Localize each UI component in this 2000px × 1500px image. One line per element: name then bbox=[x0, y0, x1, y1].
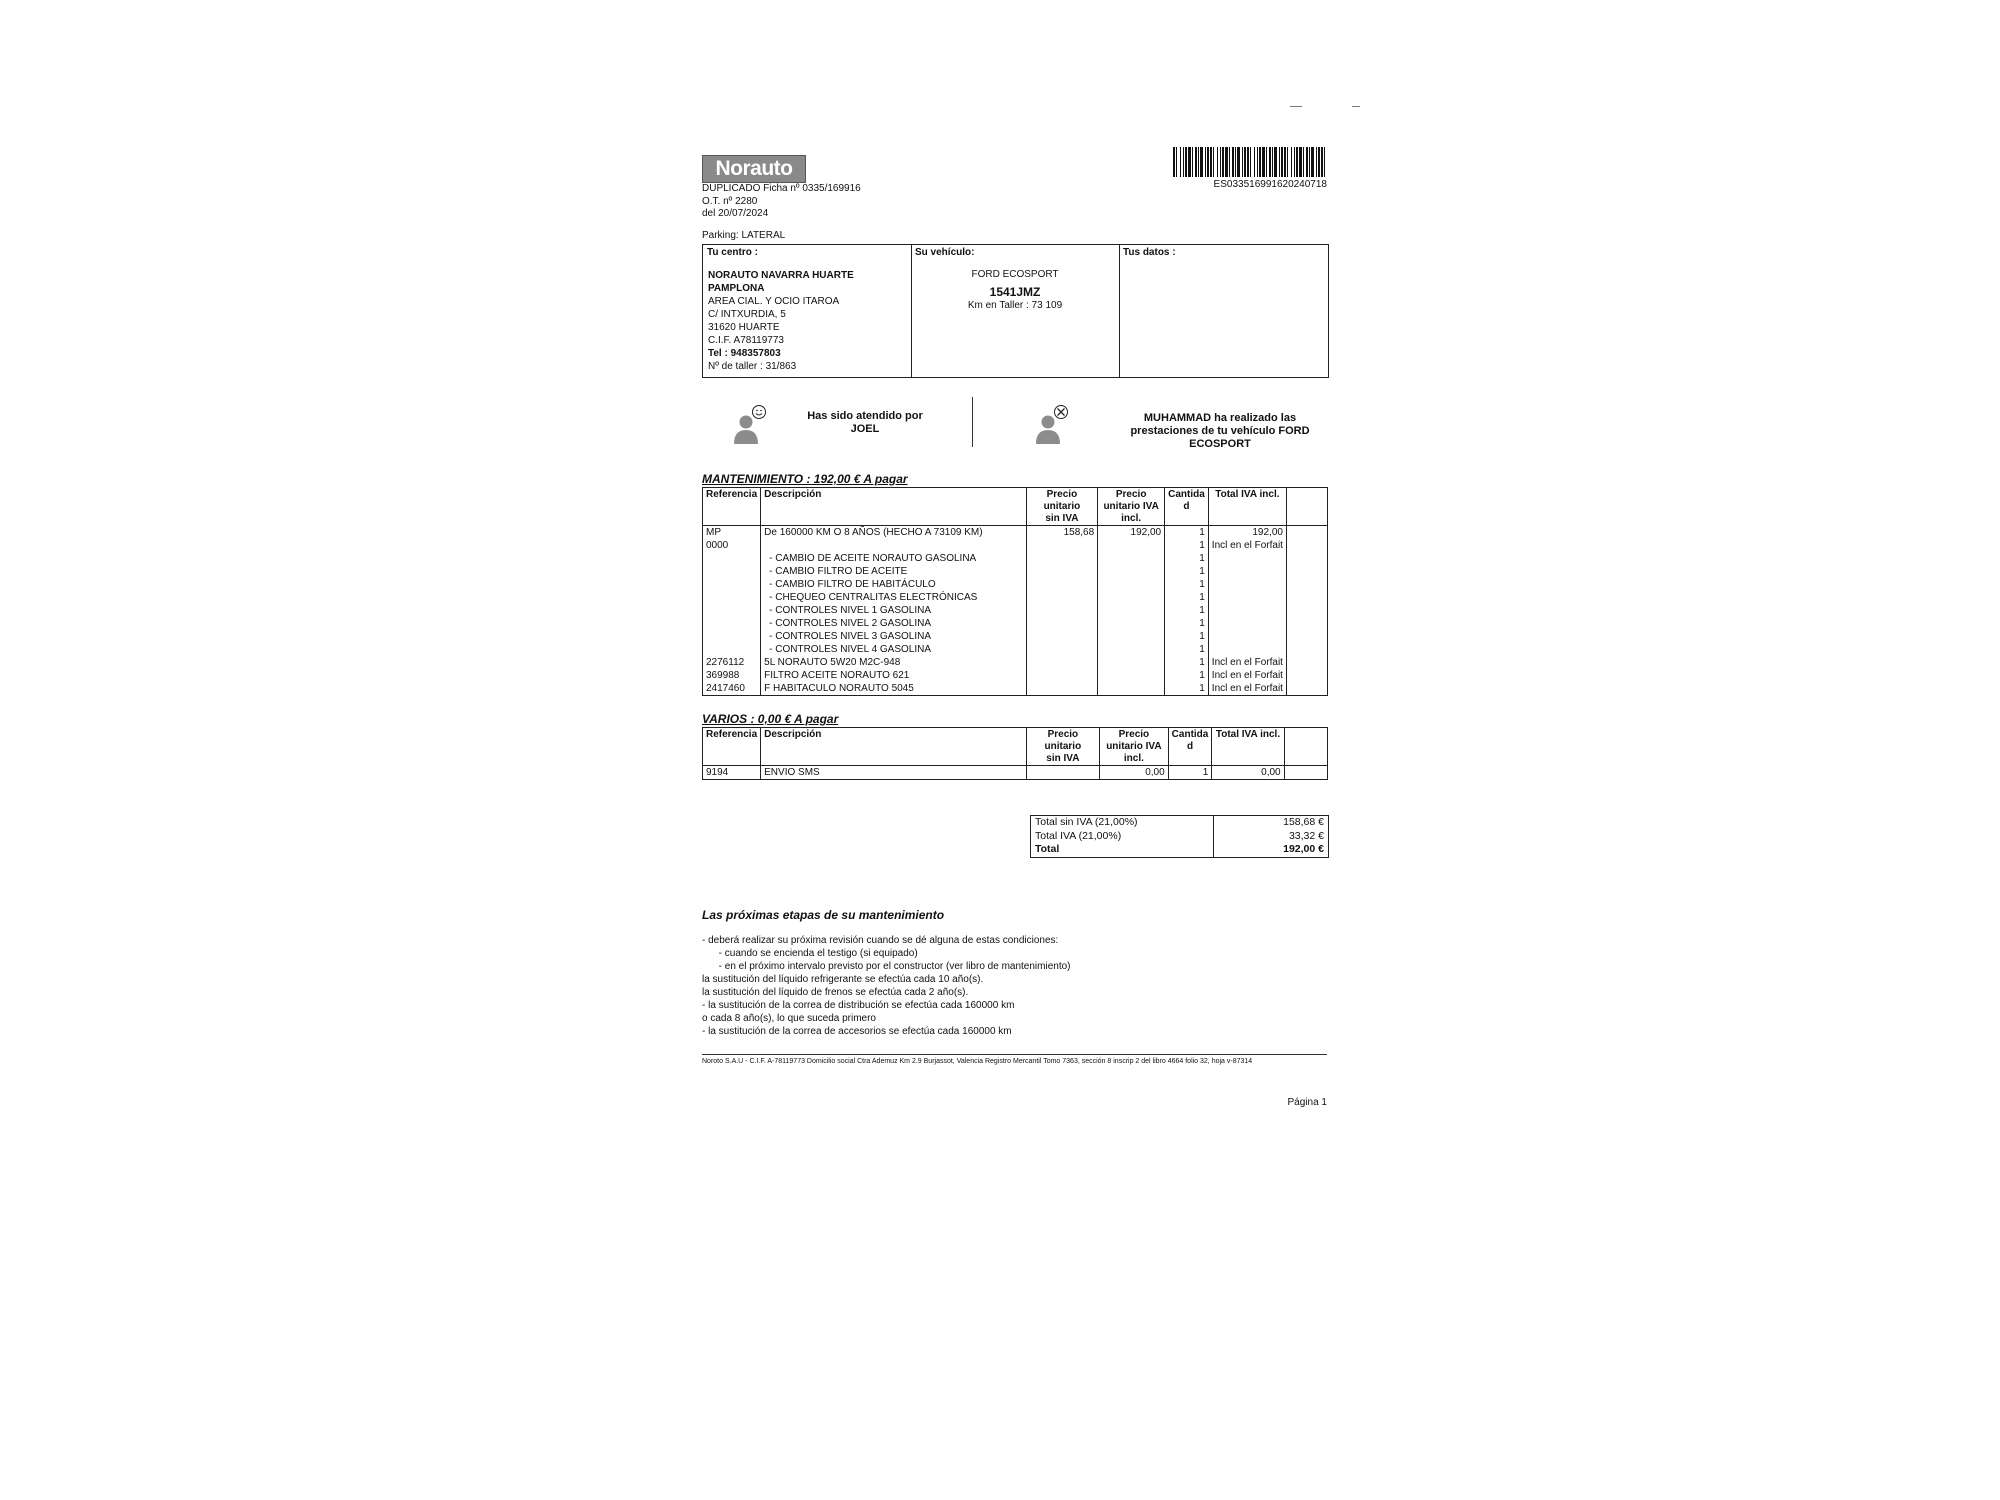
table-row bbox=[703, 604, 1328, 617]
cell-descripcion: F HABITACULO NORAUTO 5045 bbox=[761, 682, 1026, 696]
date-line: del 20/07/2024 bbox=[702, 208, 769, 219]
cell-referencia: 9194 bbox=[703, 766, 761, 780]
mechanic-tools-icon bbox=[1036, 402, 1068, 444]
cell-total bbox=[1208, 617, 1286, 630]
barcode-number: ES033516991620240718 bbox=[1213, 179, 1327, 190]
parking-line: Parking: LATERAL bbox=[702, 230, 786, 241]
cell-precio-sin-iva bbox=[1026, 552, 1098, 565]
cell-descripcion: - CONTROLES NIVEL 4 GASOLINA bbox=[761, 643, 1026, 656]
cell-precio-sin-iva bbox=[1026, 766, 1099, 780]
cell-cantidad: 1 bbox=[1165, 591, 1209, 604]
invoice-page bbox=[500, 0, 1530, 1500]
cell-precio-sin-iva bbox=[1026, 565, 1098, 578]
cell-descripcion: - CONTROLES NIVEL 1 GASOLINA bbox=[761, 604, 1026, 617]
table-header bbox=[703, 728, 1328, 766]
cell-precio-con-iva bbox=[1098, 591, 1165, 604]
cell-total: 0,00 bbox=[1212, 766, 1284, 780]
technician-line1: MUHAMMAD ha realizado las bbox=[1143, 412, 1297, 424]
ot-line: O.T. nº 2280 bbox=[702, 195, 758, 207]
cell-empty bbox=[1286, 669, 1327, 682]
cell-precio-sin-iva bbox=[1026, 630, 1098, 643]
centro-postcode: 31620 HUARTE bbox=[708, 322, 780, 333]
cell-referencia bbox=[703, 565, 761, 578]
col-empty bbox=[1286, 488, 1327, 526]
cell-descripcion: - CONTROLES NIVEL 2 GASOLINA bbox=[761, 617, 1026, 630]
vehiculo-column bbox=[911, 245, 1120, 377]
table-row bbox=[703, 552, 1328, 565]
cell-precio-sin-iva bbox=[1026, 578, 1098, 591]
col-descripcion: Descripción bbox=[761, 488, 1026, 526]
cell-cantidad: 1 bbox=[1165, 643, 1209, 656]
total-iva-row: Total IVA (21,00%) 33,32 € bbox=[1031, 830, 1328, 844]
cell-precio-sin-iva bbox=[1026, 617, 1098, 630]
info-box bbox=[702, 244, 1329, 378]
centro-title: Tu centro : bbox=[707, 247, 758, 258]
table-row bbox=[703, 682, 1328, 696]
cell-precio-con-iva: 192,00 bbox=[1098, 526, 1165, 540]
table-row bbox=[703, 766, 1328, 780]
attended-by bbox=[790, 410, 940, 436]
cell-precio-con-iva bbox=[1098, 656, 1165, 669]
next-steps-title: Las próximas etapas de su mantenimiento bbox=[702, 908, 945, 922]
next-step-line: la sustitución del líquido refrigerante se efectúa cada 10 año(s). bbox=[702, 974, 984, 985]
col-precio-sin-iva: Precio unitario sin IVA bbox=[1026, 728, 1099, 766]
cell-precio-con-iva bbox=[1098, 617, 1165, 630]
cell-precio-sin-iva bbox=[1026, 591, 1098, 604]
footer-rule bbox=[702, 1054, 1327, 1055]
cell-referencia bbox=[703, 630, 761, 643]
cell-cantidad: 1 bbox=[1165, 617, 1209, 630]
col-cantidad: Cantida d bbox=[1165, 488, 1209, 526]
cell-precio-con-iva bbox=[1098, 630, 1165, 643]
cell-descripcion: ENVIO SMS bbox=[761, 766, 1027, 780]
cell-referencia bbox=[703, 578, 761, 591]
cell-descripcion: - CAMBIO DE ACEITE NORAUTO GASOLINA bbox=[761, 552, 1026, 565]
cell-referencia bbox=[703, 552, 761, 565]
cell-descripcion: - CAMBIO FILTRO DE ACEITE bbox=[761, 565, 1026, 578]
vehicle-plate: 1541JMZ bbox=[989, 285, 1041, 299]
cell-precio-con-iva bbox=[1098, 578, 1165, 591]
scan-mark bbox=[1352, 106, 1360, 107]
table-row bbox=[703, 526, 1328, 540]
technician-info bbox=[1120, 412, 1320, 451]
centro-cif: C.I.F. A78119773 bbox=[708, 335, 784, 346]
cell-precio-con-iva bbox=[1098, 669, 1165, 682]
next-step-line: - cuando se encienda el testigo (si equipado) bbox=[702, 948, 918, 959]
cell-cantidad: 1 bbox=[1165, 526, 1209, 540]
person-smile-icon bbox=[734, 402, 766, 444]
next-step-line: - la sustitución de la correa de accesorios se efectúa cada 160000 km bbox=[702, 1026, 1012, 1037]
document-header bbox=[702, 183, 861, 221]
col-total: Total IVA incl. bbox=[1212, 728, 1284, 766]
cell-empty bbox=[1286, 552, 1327, 565]
next-step-line: la sustitución del líquido de frenos se efectúa cada 2 año(s). bbox=[702, 987, 969, 998]
attended-name: JOEL bbox=[850, 423, 880, 435]
company-footer: Noroto S.A.U - C.I.F. A-78119773 Domicilio social Ctra Ademuz Km 2.9 Burjassot, Valencia Registro Mercantil Tomo 7363, sección 8 inscrip 2 del libro 4664 folio 32, hoja v-87314 bbox=[702, 1058, 1253, 1065]
cell-precio-sin-iva bbox=[1026, 643, 1098, 656]
cell-referencia bbox=[703, 604, 761, 617]
table-header bbox=[703, 488, 1328, 526]
datos-title: Tus datos : bbox=[1123, 247, 1176, 258]
cell-cantidad: 1 bbox=[1165, 565, 1209, 578]
table-row bbox=[703, 578, 1328, 591]
cell-referencia bbox=[703, 643, 761, 656]
centro-address: AREA CIAL. Y OCIO ITAROA bbox=[708, 296, 840, 307]
cell-cantidad: 1 bbox=[1165, 656, 1209, 669]
cell-descripcion: - CONTROLES NIVEL 3 GASOLINA bbox=[761, 630, 1026, 643]
scan-mark bbox=[1290, 106, 1302, 107]
cell-total: Incl en el Forfait bbox=[1208, 656, 1286, 669]
table-row bbox=[703, 539, 1328, 552]
cell-precio-sin-iva bbox=[1026, 604, 1098, 617]
mantenimiento-table bbox=[702, 487, 1328, 696]
cell-empty bbox=[1284, 766, 1327, 780]
next-step-line: o cada 8 año(s), lo que suceda primero bbox=[702, 1013, 876, 1024]
col-precio-con-iva: Precio unitario IVA incl. bbox=[1098, 488, 1165, 526]
cell-precio-sin-iva: 158,68 bbox=[1026, 526, 1098, 540]
mantenimiento-title: MANTENIMIENTO : 192,00 € A pagar bbox=[702, 472, 908, 486]
varios-table bbox=[702, 727, 1328, 780]
cell-descripcion: De 160000 KM O 8 AÑOS (HECHO A 73109 KM) bbox=[761, 526, 1026, 540]
cell-referencia bbox=[703, 591, 761, 604]
centro-city: PAMPLONA bbox=[708, 283, 765, 294]
cell-referencia: 0000 bbox=[703, 539, 761, 552]
cell-empty bbox=[1286, 578, 1327, 591]
technician-line3: ECOSPORT bbox=[1189, 438, 1251, 450]
vehiculo-title: Su vehículo: bbox=[915, 247, 975, 258]
cell-empty bbox=[1286, 682, 1327, 696]
col-referencia: Referencia bbox=[703, 728, 761, 766]
cell-total bbox=[1208, 578, 1286, 591]
cell-descripcion: FILTRO ACEITE NORAUTO 621 bbox=[761, 669, 1026, 682]
cell-precio-con-iva bbox=[1098, 604, 1165, 617]
cell-precio-sin-iva bbox=[1026, 682, 1098, 696]
next-step-line: - deberá realizar su próxima revisión cuando se dé alguna de estas condiciones: bbox=[702, 935, 1059, 946]
cell-precio-sin-iva bbox=[1026, 656, 1098, 669]
attended-label: Has sido atendido por bbox=[807, 410, 923, 422]
varios-title: VARIOS : 0,00 € A pagar bbox=[702, 712, 839, 726]
total-row: Total 192,00 € bbox=[1031, 843, 1328, 857]
next-steps-list bbox=[702, 934, 1071, 1038]
cell-total bbox=[1208, 604, 1286, 617]
table-row bbox=[703, 630, 1328, 643]
cell-cantidad: 1 bbox=[1165, 552, 1209, 565]
cell-empty bbox=[1286, 656, 1327, 669]
cell-precio-con-iva bbox=[1098, 539, 1165, 552]
totals-box bbox=[1030, 815, 1329, 858]
cell-cantidad: 1 bbox=[1165, 604, 1209, 617]
table-row bbox=[703, 565, 1328, 578]
cell-total bbox=[1208, 643, 1286, 656]
cell-cantidad: 1 bbox=[1165, 682, 1209, 696]
cell-descripcion: - CHEQUEO CENTRALITAS ELECTRÓNICAS bbox=[761, 591, 1026, 604]
total-amount: 192,00 € bbox=[1283, 843, 1324, 855]
barcode-icon bbox=[1173, 147, 1327, 177]
technician-line2: prestaciones de tu vehículo FORD bbox=[1130, 425, 1310, 437]
cell-precio-con-iva bbox=[1098, 682, 1165, 696]
cell-referencia: MP bbox=[703, 526, 761, 540]
table-row bbox=[703, 591, 1328, 604]
cell-referencia: 2417460 bbox=[703, 682, 761, 696]
next-step-line: - la sustitución de la correa de distribución se efectúa cada 160000 km bbox=[702, 1000, 1015, 1011]
vehicle-km: Km en Taller : 73 109 bbox=[967, 300, 1063, 311]
cell-total: 192,00 bbox=[1208, 526, 1286, 540]
table-row bbox=[703, 643, 1328, 656]
cell-total bbox=[1208, 591, 1286, 604]
cell-referencia bbox=[703, 617, 761, 630]
cell-total bbox=[1208, 565, 1286, 578]
table-row bbox=[703, 669, 1328, 682]
cell-precio-con-iva bbox=[1098, 643, 1165, 656]
col-precio-sin-iva: Precio unitario sin IVA bbox=[1026, 488, 1098, 526]
cell-descripcion: - CAMBIO FILTRO DE HABITÁCULO bbox=[761, 578, 1026, 591]
col-total: Total IVA incl. bbox=[1208, 488, 1286, 526]
centro-name: NORAUTO NAVARRA HUARTE bbox=[708, 270, 854, 281]
cell-total: Incl en el Forfait bbox=[1208, 669, 1286, 682]
cell-precio-sin-iva bbox=[1026, 669, 1098, 682]
centro-street: C/ INTXURDIA, 5 bbox=[708, 309, 786, 320]
total-sin-iva-row: Total sin IVA (21,00%) 158,68 € bbox=[1031, 816, 1328, 830]
cell-empty bbox=[1286, 539, 1327, 552]
cell-referencia: 369988 bbox=[703, 669, 761, 682]
total-iva: 33,32 € bbox=[1288, 829, 1324, 842]
col-empty bbox=[1284, 728, 1327, 766]
cell-total bbox=[1208, 552, 1286, 565]
col-referencia: Referencia bbox=[703, 488, 761, 526]
centro-tel: Tel : 948357803 bbox=[708, 348, 781, 359]
next-step-line: - en el próximo intervalo previsto por el constructor (ver libro de mantenimiento) bbox=[702, 961, 1071, 972]
cell-precio-sin-iva bbox=[1026, 539, 1098, 552]
cell-referencia: 2276112 bbox=[703, 656, 761, 669]
cell-cantidad: 1 bbox=[1165, 669, 1209, 682]
total-sin-iva: 158,68 € bbox=[1283, 816, 1324, 828]
cell-empty bbox=[1286, 643, 1327, 656]
centro-taller: Nº de taller : 31/863 bbox=[708, 361, 797, 372]
cell-cantidad: 1 bbox=[1165, 630, 1209, 643]
col-cantidad: Cantida d bbox=[1168, 728, 1212, 766]
cell-empty bbox=[1286, 604, 1327, 617]
page-number: Página 1 bbox=[1287, 1097, 1327, 1108]
cell-precio-con-iva: 0,00 bbox=[1100, 766, 1169, 780]
attended-separator bbox=[972, 397, 973, 447]
cell-empty bbox=[1286, 617, 1327, 630]
datos-column bbox=[1119, 245, 1328, 377]
table-row bbox=[703, 617, 1328, 630]
table-row bbox=[703, 656, 1328, 669]
cell-cantidad: 1 bbox=[1168, 766, 1212, 780]
col-descripcion: Descripción bbox=[761, 728, 1027, 766]
cell-empty bbox=[1286, 565, 1327, 578]
cell-descripcion bbox=[761, 539, 1026, 552]
cell-total bbox=[1208, 630, 1286, 643]
duplicado-line: DUPLICADO Ficha nº 0335/169916 bbox=[702, 183, 861, 194]
centro-column bbox=[703, 245, 912, 377]
norauto-logo: Norauto bbox=[702, 155, 806, 183]
cell-total: Incl en el Forfait bbox=[1208, 682, 1286, 696]
cell-precio-con-iva bbox=[1098, 552, 1165, 565]
col-precio-con-iva: Precio unitario IVA incl. bbox=[1100, 728, 1169, 766]
cell-descripcion: 5L NORAUTO 5W20 M2C-948 bbox=[761, 656, 1026, 669]
vehicle-model: FORD ECOSPORT bbox=[971, 269, 1059, 280]
cell-cantidad: 1 bbox=[1165, 578, 1209, 591]
cell-precio-con-iva bbox=[1098, 565, 1165, 578]
cell-empty bbox=[1286, 591, 1327, 604]
cell-cantidad: 1 bbox=[1165, 539, 1209, 552]
cell-empty bbox=[1286, 526, 1327, 540]
cell-empty bbox=[1286, 630, 1327, 643]
cell-total: Incl en el Forfait bbox=[1208, 539, 1286, 552]
